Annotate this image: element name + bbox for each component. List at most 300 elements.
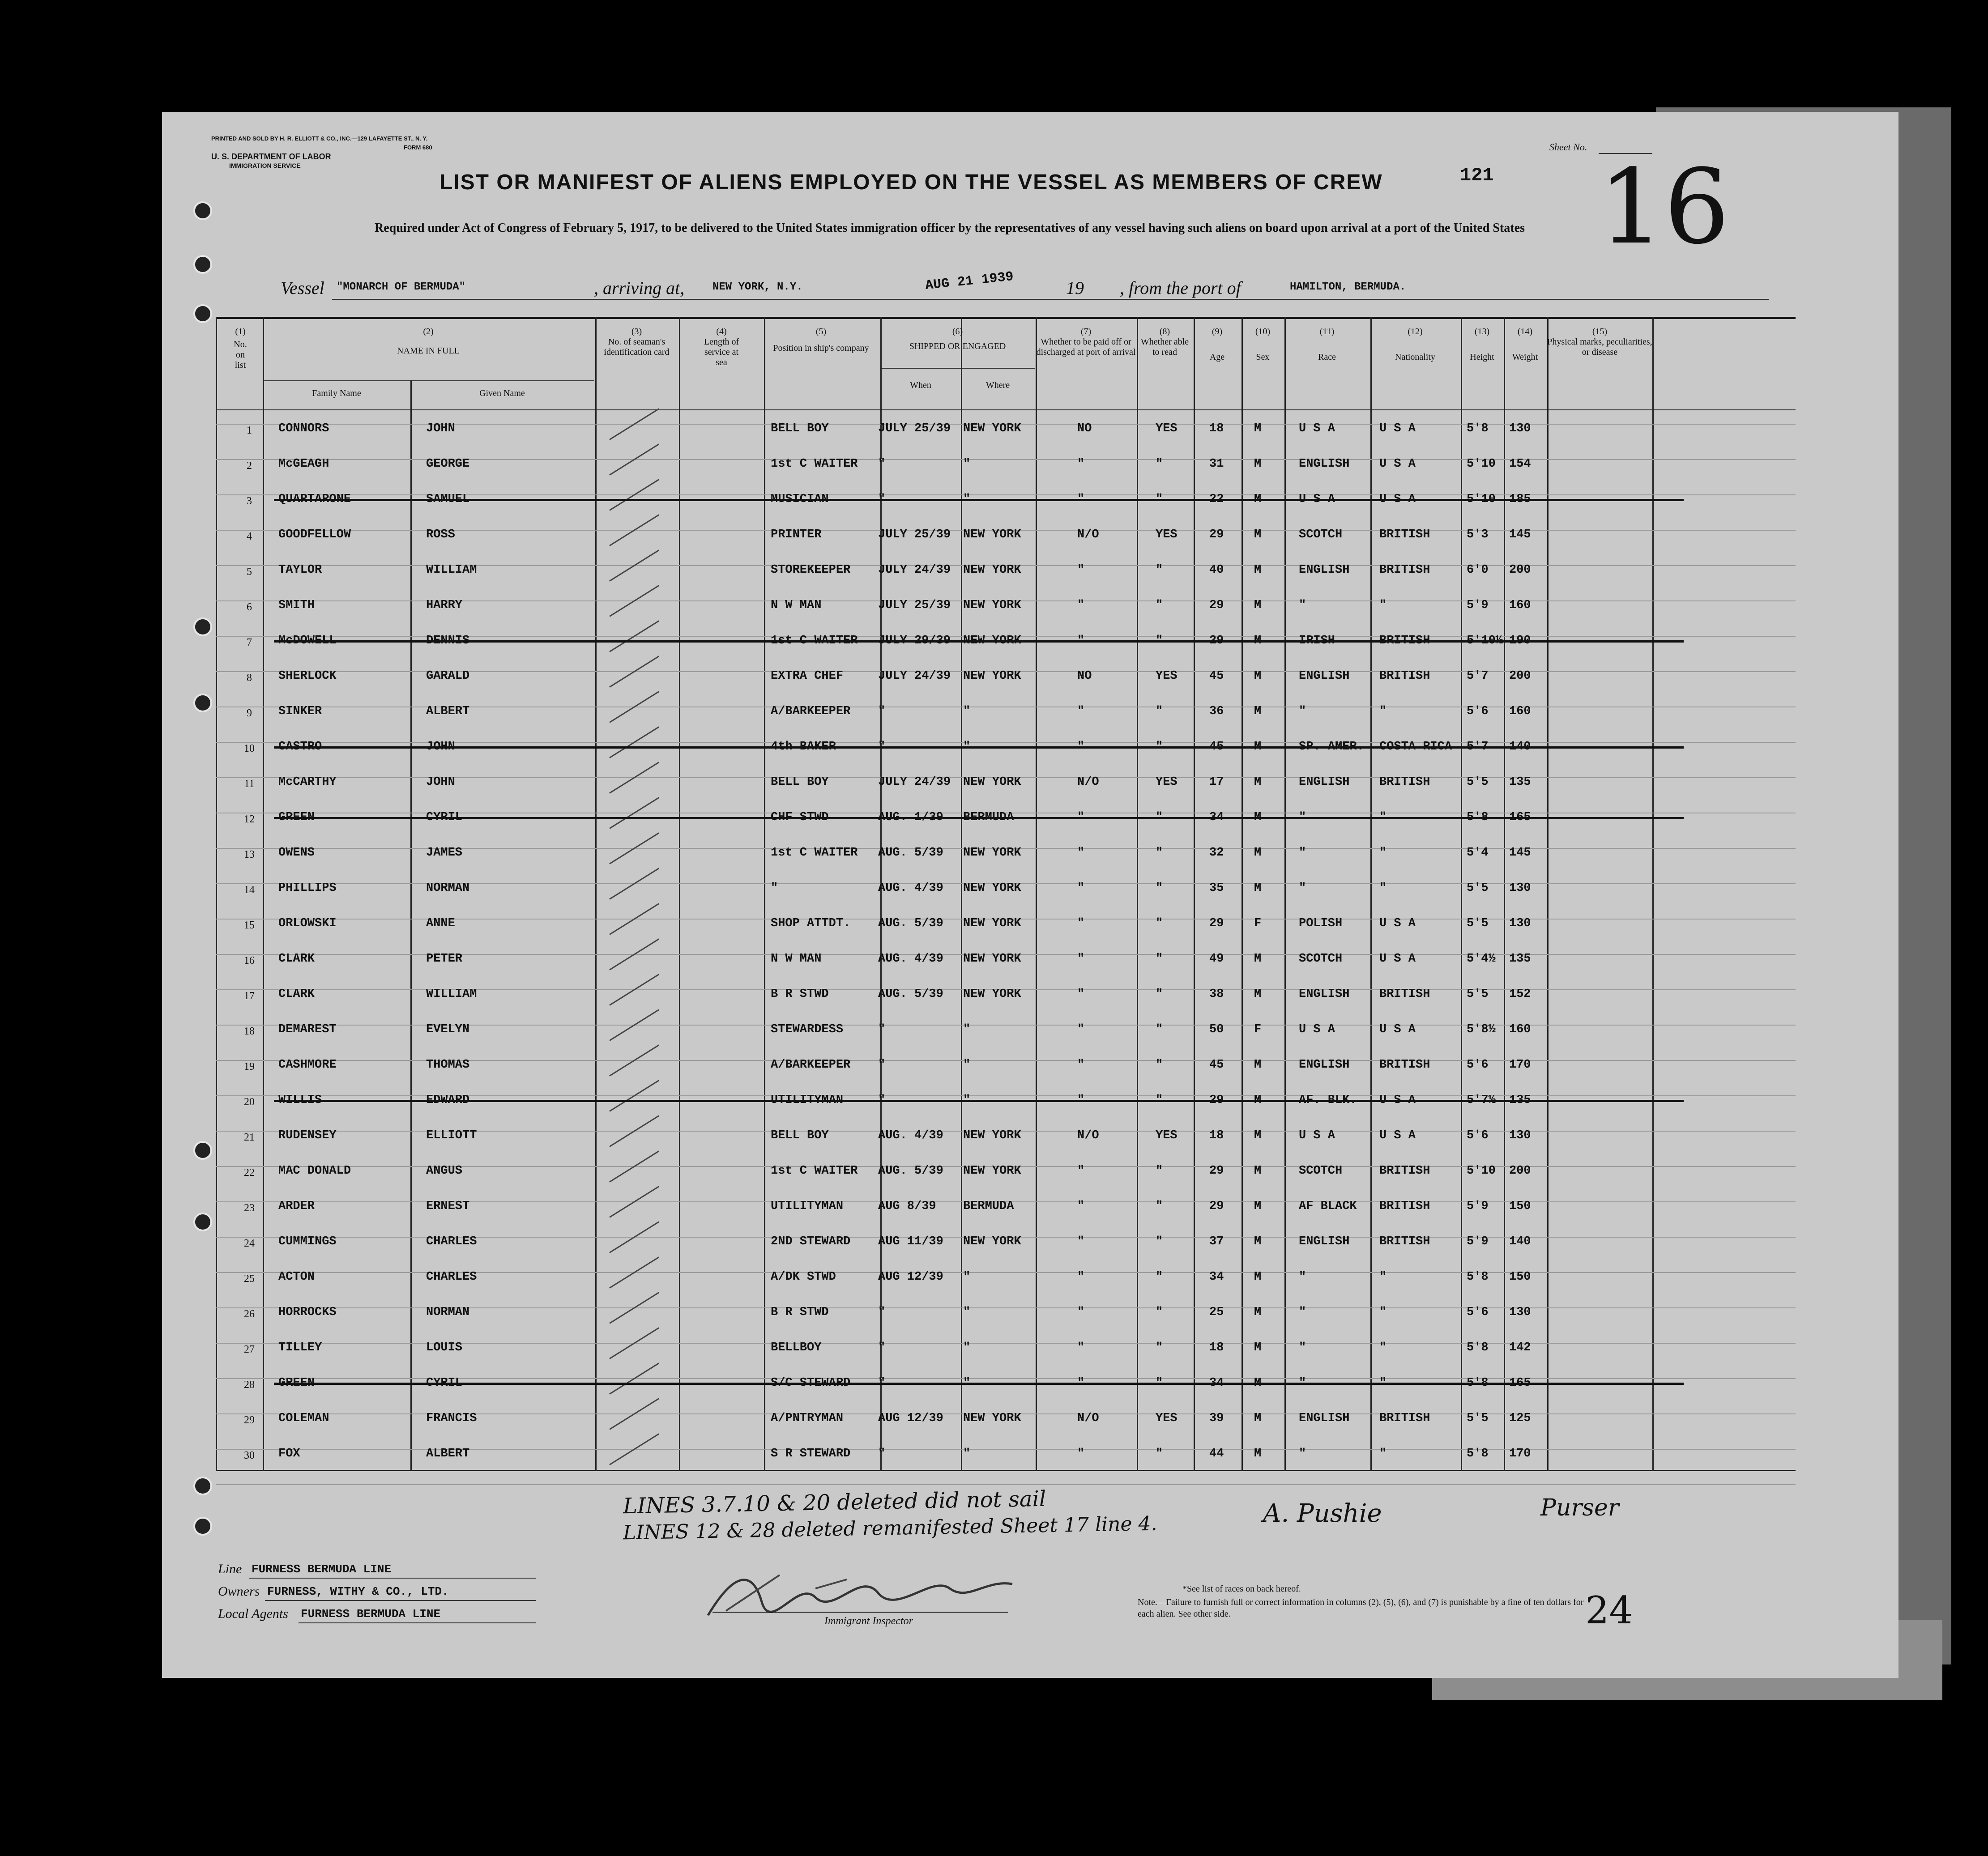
weight: 145 bbox=[1509, 528, 1531, 541]
col3-header bbox=[595, 327, 678, 358]
weight: 145 bbox=[1509, 846, 1531, 860]
col2-number: (2) bbox=[423, 327, 434, 336]
race: U S A bbox=[1299, 1129, 1335, 1142]
shipped-where: BERMUDA bbox=[963, 1200, 1014, 1213]
shipped-when: JULY 24/39 bbox=[878, 563, 951, 577]
row-number: 28 bbox=[244, 1379, 255, 1391]
col8-header bbox=[1137, 327, 1193, 358]
row-number: 13 bbox=[244, 849, 255, 860]
paid-off: N/O bbox=[1077, 1129, 1099, 1142]
shipped-where: NEW YORK bbox=[963, 917, 1021, 930]
nationality: BRITISH bbox=[1379, 1164, 1430, 1178]
sex: M bbox=[1254, 952, 1262, 966]
nationality: BRITISH bbox=[1379, 1235, 1430, 1248]
subtitle-text: Required under Act of Congress of February 5, 1917, to be delivered to the United States immigration officer by the representatives of any vessel having such aliens on board upon arrival at a port of the United States bbox=[375, 221, 1525, 235]
column-divider bbox=[1504, 317, 1505, 1471]
shipped-where: NEW YORK bbox=[963, 1164, 1021, 1178]
column-divider bbox=[1137, 317, 1138, 1471]
weight: 160 bbox=[1509, 599, 1531, 612]
column-divider bbox=[1652, 317, 1654, 1471]
row-number: 6 bbox=[247, 601, 252, 613]
nationality: " bbox=[1379, 881, 1387, 895]
weight: 200 bbox=[1509, 563, 1531, 577]
weight: 130 bbox=[1509, 422, 1531, 435]
shipped-where: " bbox=[963, 1447, 971, 1460]
column-divider bbox=[679, 317, 680, 1471]
paid-off: " bbox=[1077, 846, 1085, 860]
nationality: " bbox=[1379, 599, 1387, 612]
family-name: SHERLOCK bbox=[278, 669, 337, 683]
race: SCOTCH bbox=[1299, 952, 1343, 966]
weight: 142 bbox=[1509, 1341, 1531, 1354]
nationality: U S A bbox=[1379, 952, 1416, 966]
col12-number: (12) bbox=[1408, 327, 1423, 336]
family-name: CUMMINGS bbox=[278, 1235, 337, 1248]
col11-header bbox=[1284, 327, 1369, 362]
age: 37 bbox=[1209, 1235, 1224, 1248]
col3-number: (3) bbox=[631, 327, 642, 336]
family-name: COLEMAN bbox=[278, 1412, 329, 1425]
family-name: McGEAGH bbox=[278, 457, 329, 471]
shipped-where: " bbox=[963, 1306, 971, 1319]
race: " bbox=[1299, 881, 1306, 895]
shipped-when: AUG. 4/39 bbox=[878, 1129, 943, 1142]
table-top-border bbox=[216, 317, 1796, 319]
col1-number: (1) bbox=[235, 327, 246, 336]
col6-label: SHIPPED OR ENGAGED bbox=[909, 341, 1006, 351]
department: U. S. DEPARTMENT OF LABOR bbox=[211, 152, 331, 161]
family-name: RUDENSEY bbox=[278, 1129, 337, 1142]
row-number: 22 bbox=[244, 1167, 255, 1179]
sex: M bbox=[1254, 599, 1262, 612]
corner-mark: 24 bbox=[1585, 1588, 1633, 1632]
position: 1st C WAITER bbox=[771, 846, 858, 860]
subtitle bbox=[287, 219, 1612, 237]
paid-off: " bbox=[1077, 1023, 1085, 1036]
race: ENGLISH bbox=[1299, 1235, 1350, 1248]
position: BELL BOY bbox=[771, 422, 829, 435]
able-to-read: " bbox=[1156, 1447, 1163, 1460]
col9-label: Age bbox=[1209, 352, 1225, 362]
line-value: FURNESS BERMUDA LINE bbox=[252, 1562, 392, 1576]
column-divider bbox=[216, 317, 217, 1471]
weight: 170 bbox=[1509, 1058, 1531, 1072]
age: 17 bbox=[1209, 775, 1224, 789]
position: A/PNTRYMAN bbox=[771, 1412, 844, 1425]
position: STOREKEEPER bbox=[771, 563, 851, 577]
position: BELLBOY bbox=[771, 1341, 822, 1354]
weight: 170 bbox=[1509, 1447, 1531, 1460]
owners-value: FURNESS, WITHY & CO., LTD. bbox=[267, 1585, 449, 1598]
shipped-where: NEW YORK bbox=[963, 881, 1021, 895]
row-number: 29 bbox=[244, 1414, 255, 1426]
position: A/BARKEEPER bbox=[771, 1058, 851, 1072]
paid-off: " bbox=[1077, 988, 1085, 1001]
age: 35 bbox=[1209, 881, 1224, 895]
position: N W MAN bbox=[771, 952, 822, 966]
row-number: 21 bbox=[244, 1132, 255, 1143]
able-to-read: " bbox=[1156, 1200, 1163, 1213]
row-number: 10 bbox=[244, 743, 255, 754]
sex: M bbox=[1254, 988, 1262, 1001]
height: 5'5 bbox=[1467, 1412, 1489, 1425]
paid-off: NO bbox=[1077, 669, 1092, 683]
col14-label: Weight bbox=[1512, 352, 1538, 362]
able-to-read: YES bbox=[1156, 528, 1177, 541]
shipped-where: NEW YORK bbox=[963, 846, 1021, 860]
inspector-label: Immigrant Inspector bbox=[824, 1615, 913, 1627]
position: SHOP ATTDT. bbox=[771, 917, 851, 930]
age: 45 bbox=[1209, 1058, 1224, 1072]
strike-through-line bbox=[274, 640, 1684, 643]
shipped-when: " bbox=[878, 1447, 886, 1460]
vessel-label: Vessel bbox=[281, 278, 324, 298]
position: UTILITYMAN bbox=[771, 1200, 844, 1213]
shipped-when: JULY 24/39 bbox=[878, 775, 951, 789]
shipped-where: NEW YORK bbox=[963, 952, 1021, 966]
paid-off: NO bbox=[1077, 422, 1092, 435]
column-divider bbox=[1547, 317, 1549, 1471]
given-name: GARALD bbox=[426, 669, 470, 683]
position: 2ND STEWARD bbox=[771, 1235, 851, 1248]
shipped-where: " bbox=[963, 1023, 971, 1036]
able-to-read: " bbox=[1156, 1023, 1163, 1036]
given-name: FRANCIS bbox=[426, 1412, 477, 1425]
height: 5'9 bbox=[1467, 1235, 1489, 1248]
col1-label: No. on list bbox=[234, 340, 247, 370]
race: ENGLISH bbox=[1299, 1058, 1350, 1072]
family-name: ACTON bbox=[278, 1270, 315, 1284]
shipped-subheader-line bbox=[880, 368, 1035, 369]
page-title: LIST OR MANIFEST OF ALIENS EMPLOYED ON THE VESSEL AS MEMBERS OF CREW bbox=[439, 170, 1383, 194]
row-number: 27 bbox=[244, 1344, 255, 1355]
able-to-read: " bbox=[1156, 988, 1163, 1001]
nationality: " bbox=[1379, 1447, 1387, 1460]
height: 5'10 bbox=[1467, 457, 1496, 471]
able-to-read: YES bbox=[1156, 422, 1177, 435]
col7-header bbox=[1036, 327, 1136, 358]
paid-off: " bbox=[1077, 563, 1085, 577]
col6-header bbox=[880, 327, 1035, 352]
weight: 140 bbox=[1509, 1235, 1531, 1248]
deleted-note-2: LINES 12 & 28 deleted remanifested Sheet 17 line 4. bbox=[623, 1512, 1157, 1545]
sex: M bbox=[1254, 457, 1262, 471]
column-divider bbox=[1241, 317, 1243, 1471]
race: ENGLISH bbox=[1299, 563, 1350, 577]
paid-off: " bbox=[1077, 1235, 1085, 1248]
shipped-where: NEW YORK bbox=[963, 563, 1021, 577]
year-label: 19 bbox=[1066, 278, 1084, 298]
col15-header bbox=[1547, 327, 1652, 358]
able-to-read: " bbox=[1156, 563, 1163, 577]
col2-label: NAME IN FULL bbox=[397, 346, 460, 356]
given-name: ALBERT bbox=[426, 705, 470, 718]
paid-off: " bbox=[1077, 1164, 1085, 1178]
paid-off: " bbox=[1077, 1341, 1085, 1354]
shipped-when: " bbox=[878, 705, 886, 718]
height: 5'6 bbox=[1467, 705, 1489, 718]
column-divider bbox=[1370, 317, 1372, 1471]
nationality: " bbox=[1379, 705, 1387, 718]
age: 29 bbox=[1209, 917, 1224, 930]
nationality: BRITISH bbox=[1379, 669, 1430, 683]
col5-header bbox=[764, 327, 878, 353]
age: 39 bbox=[1209, 1412, 1224, 1425]
age: 32 bbox=[1209, 846, 1224, 860]
col13-label: Height bbox=[1470, 352, 1494, 362]
shipped-where: " bbox=[963, 1341, 971, 1354]
column-divider bbox=[764, 317, 765, 1471]
weight: 152 bbox=[1509, 988, 1531, 1001]
shipped-where: NEW YORK bbox=[963, 775, 1021, 789]
agents-underline bbox=[299, 1622, 536, 1623]
race: ENGLISH bbox=[1299, 669, 1350, 683]
column-divider bbox=[1036, 317, 1037, 1471]
race: " bbox=[1299, 1447, 1306, 1460]
col8-label: Whether able to read bbox=[1140, 337, 1189, 357]
purser-title: Purser bbox=[1540, 1494, 1619, 1521]
family-name: CASHMORE bbox=[278, 1058, 337, 1072]
col14-header bbox=[1504, 327, 1546, 362]
able-to-read: " bbox=[1156, 1058, 1163, 1072]
given-name: PETER bbox=[426, 952, 463, 966]
paid-off: N/O bbox=[1077, 528, 1099, 541]
given-name: ANNE bbox=[426, 917, 455, 930]
age: 25 bbox=[1209, 1306, 1224, 1319]
shipped-where: " bbox=[963, 1058, 971, 1072]
age: 44 bbox=[1209, 1447, 1224, 1460]
paid-off: N/O bbox=[1077, 775, 1099, 789]
family-name: HORROCKS bbox=[278, 1306, 337, 1319]
sex: M bbox=[1254, 1164, 1262, 1178]
from-port: HAMILTON, BERMUDA. bbox=[1290, 281, 1406, 293]
paid-off: " bbox=[1077, 457, 1085, 471]
col13-header bbox=[1461, 327, 1503, 362]
strike-through-line bbox=[274, 1383, 1684, 1385]
shipped-when: AUG 12/39 bbox=[878, 1412, 943, 1425]
able-to-read: " bbox=[1156, 705, 1163, 718]
paid-off: " bbox=[1077, 1270, 1085, 1284]
position: N W MAN bbox=[771, 599, 822, 612]
col14-number: (14) bbox=[1517, 327, 1533, 336]
service: IMMIGRATION SERVICE bbox=[229, 162, 301, 169]
col9-header bbox=[1194, 327, 1241, 362]
height: 5'4½ bbox=[1467, 952, 1496, 966]
col2-header bbox=[263, 327, 594, 356]
sheet-label: Sheet No. bbox=[1549, 141, 1587, 153]
strike-through-line bbox=[274, 1100, 1684, 1102]
agents-label: Local Agents bbox=[218, 1606, 288, 1621]
age: 36 bbox=[1209, 705, 1224, 718]
family-name: GOODFELLOW bbox=[278, 528, 351, 541]
family-name: McCARTHY bbox=[278, 775, 337, 789]
race: " bbox=[1299, 1270, 1306, 1284]
weight: 135 bbox=[1509, 775, 1531, 789]
shipped-when: JULY 25/39 bbox=[878, 528, 951, 541]
nationality: BRITISH bbox=[1379, 528, 1430, 541]
able-to-read: " bbox=[1156, 917, 1163, 930]
able-to-read: " bbox=[1156, 1235, 1163, 1248]
shipped-when: " bbox=[878, 1058, 886, 1072]
race: " bbox=[1299, 705, 1306, 718]
age: 29 bbox=[1209, 599, 1224, 612]
paid-off: " bbox=[1077, 1306, 1085, 1319]
sex: M bbox=[1254, 1129, 1262, 1142]
col4-number: (4) bbox=[716, 327, 727, 336]
given-name: JOHN bbox=[426, 422, 455, 435]
race: ENGLISH bbox=[1299, 457, 1350, 471]
height: 5'10 bbox=[1467, 1164, 1496, 1178]
nationality: U S A bbox=[1379, 917, 1416, 930]
row-number: 15 bbox=[244, 919, 255, 931]
shipped-when: JULY 25/39 bbox=[878, 422, 951, 435]
manifest-sheet bbox=[162, 112, 1898, 1678]
shipped-when: AUG 11/39 bbox=[878, 1235, 943, 1248]
position: BELL BOY bbox=[771, 775, 829, 789]
col1-header bbox=[220, 327, 260, 370]
height: 5'3 bbox=[1467, 528, 1489, 541]
row-number: 8 bbox=[247, 672, 252, 684]
race: " bbox=[1299, 846, 1306, 860]
height: 5'8 bbox=[1467, 1341, 1489, 1354]
nationality: BRITISH bbox=[1379, 988, 1430, 1001]
weight: 160 bbox=[1509, 705, 1531, 718]
col11-label: Race bbox=[1318, 352, 1336, 362]
race: U S A bbox=[1299, 1023, 1335, 1036]
able-to-read: " bbox=[1156, 846, 1163, 860]
given-name: ALBERT bbox=[426, 1447, 470, 1460]
given-name: CHARLES bbox=[426, 1235, 477, 1248]
height: 5'8½ bbox=[1467, 1023, 1496, 1036]
height: 5'7 bbox=[1467, 669, 1489, 683]
sex: M bbox=[1254, 1306, 1262, 1319]
height: 5'5 bbox=[1467, 988, 1489, 1001]
family-name: OWENS bbox=[278, 846, 315, 860]
given-name: NORMAN bbox=[426, 881, 470, 895]
paid-off: " bbox=[1077, 599, 1085, 612]
race: SCOTCH bbox=[1299, 528, 1343, 541]
line-label: Line bbox=[218, 1562, 242, 1576]
weight: 150 bbox=[1509, 1200, 1531, 1213]
given-name: NORMAN bbox=[426, 1306, 470, 1319]
sex: F bbox=[1254, 917, 1262, 930]
position: BELL BOY bbox=[771, 1129, 829, 1142]
col10-number: (10) bbox=[1255, 327, 1271, 336]
paid-off: " bbox=[1077, 952, 1085, 966]
given-name: ERNEST bbox=[426, 1200, 470, 1213]
col10-header bbox=[1241, 327, 1284, 362]
row-number: 5 bbox=[247, 566, 252, 578]
col6-where-header: Where bbox=[985, 380, 1010, 390]
sex: M bbox=[1254, 881, 1262, 895]
paid-off: " bbox=[1077, 1200, 1085, 1213]
height: 5'8 bbox=[1467, 1270, 1489, 1284]
shipped-when: JULY 24/39 bbox=[878, 669, 951, 683]
shipped-when: AUG. 5/39 bbox=[878, 917, 943, 930]
position: A/DK STWD bbox=[771, 1270, 836, 1284]
legal-note: Note.—Failure to furnish full or correct information in columns (2), (5), (6), and (7) is punishable by a fine of ten dollars for each alien. See other side. bbox=[1138, 1597, 1584, 1619]
able-to-read: YES bbox=[1156, 775, 1177, 789]
race: " bbox=[1299, 1341, 1306, 1354]
position: EXTRA CHEF bbox=[771, 669, 844, 683]
weight: 130 bbox=[1509, 1129, 1531, 1142]
row-number: 19 bbox=[244, 1061, 255, 1073]
vessel-underline bbox=[332, 299, 1769, 300]
col10-label: Sex bbox=[1256, 352, 1270, 362]
given-name: LOUIS bbox=[426, 1341, 463, 1354]
position: " bbox=[771, 881, 778, 895]
sex: M bbox=[1254, 422, 1262, 435]
paid-off: " bbox=[1077, 705, 1085, 718]
family-name: DEMAREST bbox=[278, 1023, 337, 1036]
able-to-read: " bbox=[1156, 952, 1163, 966]
age: 18 bbox=[1209, 1341, 1224, 1354]
family-name: CLARK bbox=[278, 988, 315, 1001]
shipped-when: " bbox=[878, 457, 886, 471]
race: " bbox=[1299, 599, 1306, 612]
column-divider bbox=[263, 317, 264, 1471]
nationality: " bbox=[1379, 846, 1387, 860]
nationality: U S A bbox=[1379, 457, 1416, 471]
height: 5'4 bbox=[1467, 846, 1489, 860]
shipped-when: AUG. 4/39 bbox=[878, 952, 943, 966]
weight: 200 bbox=[1509, 669, 1531, 683]
arriving-label: , arriving at, bbox=[594, 278, 685, 298]
row-number: 3 bbox=[247, 495, 252, 507]
shipped-when: AUG. 4/39 bbox=[878, 881, 943, 895]
row-number: 18 bbox=[244, 1026, 255, 1037]
row-number: 17 bbox=[244, 990, 255, 1002]
height: 5'9 bbox=[1467, 599, 1489, 612]
race: ENGLISH bbox=[1299, 1412, 1350, 1425]
weight: 135 bbox=[1509, 952, 1531, 966]
nationality: BRITISH bbox=[1379, 1058, 1430, 1072]
shipped-when: AUG 8/39 bbox=[878, 1200, 936, 1213]
position: STEWARDESS bbox=[771, 1023, 844, 1036]
weight: 130 bbox=[1509, 1306, 1531, 1319]
height: 5'8 bbox=[1467, 1447, 1489, 1460]
able-to-read: YES bbox=[1156, 1129, 1177, 1142]
age: 49 bbox=[1209, 952, 1224, 966]
race: ENGLISH bbox=[1299, 988, 1350, 1001]
family-name: MAC DONALD bbox=[278, 1164, 351, 1178]
column-divider bbox=[1461, 317, 1462, 1471]
strike-through-line bbox=[274, 746, 1684, 749]
age: 18 bbox=[1209, 1129, 1224, 1142]
subcolumn-divider bbox=[961, 368, 962, 1471]
height: 5'9 bbox=[1467, 1200, 1489, 1213]
given-name: WILLIAM bbox=[426, 563, 477, 577]
col8-number: (8) bbox=[1159, 327, 1170, 336]
stamp-number: 121 bbox=[1460, 165, 1494, 186]
col11-number: (11) bbox=[1319, 327, 1335, 336]
family-name: ARDER bbox=[278, 1200, 315, 1213]
row-number: 24 bbox=[244, 1238, 255, 1249]
row-number: 16 bbox=[244, 955, 255, 966]
height: 5'6 bbox=[1467, 1306, 1489, 1319]
shipped-where: NEW YORK bbox=[963, 422, 1021, 435]
shipped-when: AUG. 5/39 bbox=[878, 846, 943, 860]
shipped-where: NEW YORK bbox=[963, 528, 1021, 541]
column-divider bbox=[1284, 317, 1286, 1471]
family-name: SMITH bbox=[278, 599, 315, 612]
nationality: BRITISH bbox=[1379, 1412, 1430, 1425]
height: 5'8 bbox=[1467, 422, 1489, 435]
from-label: , from the port of bbox=[1120, 278, 1241, 298]
shipped-when: AUG. 5/39 bbox=[878, 1164, 943, 1178]
shipped-where: NEW YORK bbox=[963, 1235, 1021, 1248]
column-divider bbox=[595, 317, 597, 1471]
